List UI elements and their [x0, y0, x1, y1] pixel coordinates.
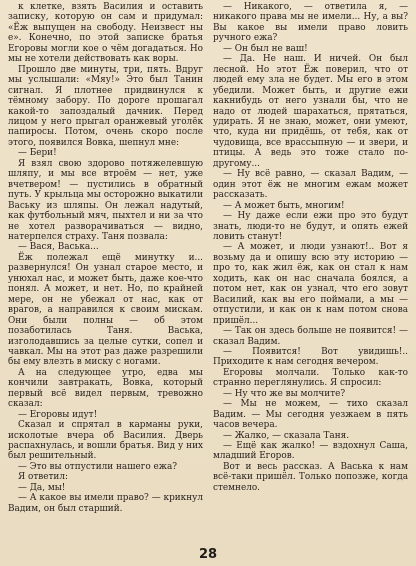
paragraph: Сказал и спрятал в карманы руки, исколотые вчера об Василия. Дверь распахнулась, и вошли братья. Вид у них был решительный.	[8, 420, 203, 462]
paragraph: Ёж полежал ещё минутку и... развернулся! Он узнал старое место, и унюхал нас, и может быть, даже кое-что понял. А может, и нет. Но, по крайней мере, он не убежал от нас, как от врагов, а направился к своим мискам. Они были полны — об этом позаботилась Таня. Васька, изголодавшись за целые сутки, сопел и чавкал. Мы на этот раз даже разрешили бы ему влезть в миску с ногами.	[8, 252, 203, 368]
paragraph: Я ответил:	[18, 472, 68, 483]
paragraph: — А какое вы имели право? — крикнул Вадим, он был старший.	[8, 493, 203, 514]
paragraph: — Никакого, — ответила я, — никакого права мы не имели... Ну, а вы? Вы какое вы имели право ловить ручного ежа?	[213, 2, 408, 44]
paragraph: — Бери!	[18, 148, 57, 159]
right-column	[213, 2, 408, 534]
paragraph: — Мы не можем, — тихо сказал Вадим. — Мы сегодня уезжаем в пять часов вечера.	[213, 399, 408, 431]
paragraph: — Ещё как жалко! — вздохнул Саша, младший Егоров.	[213, 441, 408, 462]
paragraph: Егоровы молчали. Только как-то странно переглянулись. Я спросил:	[213, 367, 408, 389]
paragraph: А на следующее утро, едва мы кончили завтракать, Вовка, который первый всё видел первым, тревожно сказал:	[8, 367, 203, 410]
paragraph: — Да. Не наш. И ничей. Он был лесной. Но этот Ёж поверил, что от людей ему зла не будет. Мы его в этом убедили. Может быть, и другие ежи какнибудь от него узнали бы, что не надо от людей шарахаться, прятаться, удирать. Я не знаю, может, они умеют, что, куда ни придёшь, от тебя, как от чудовища, все врассыпную — и звери, и птицы. А ведь это тоже стало по-другому...	[213, 54, 408, 169]
paragraph: — Егоровы идут!	[18, 409, 98, 420]
paragraph: — Жалко, — сказала Таня.	[223, 430, 350, 441]
paragraph: — Ну всё равно, — сказал Вадим, — один этот ёж не многим ежам может рассказать.	[213, 169, 408, 201]
paragraph: — Да, мы!	[18, 482, 66, 493]
paragraph: — А может, и люди узнают!.. Вот я возьму да и опишу всю эту историю — про то, как жил ёж, как он стал к нам ходить, как он нас сначала боялся, а потом нет, как он узнал, что его зовут Василий, как вы его поймали, а мы — отпустили, и как он к нам потом снова пришёл...	[213, 242, 408, 326]
page-number: 28	[198, 547, 218, 562]
paragraph: — Он был не ваш!	[223, 43, 308, 54]
paragraph: к клетке, взять Василия и оставить записку, которую он сам и придумал: «Ёж выпущен на свободу. Неизвест ны е». Конечно, по этой записке братья Егоровы могли кое о чём догадаться. Но мы не хотели действовать как воры.	[8, 2, 203, 65]
text-columns	[8, 2, 408, 534]
paragraph: Я взял свою здорово потяжелевшую шляпу, и мы все втроём — нет, уже вчетвером! — пустились в обратный путь. У крыльца мы осторожно выкатили Ваську из шляпы. Он лежал надутый, как футбольный мяч, пыхтел и ни за что не хотел разворачиваться — видно, натерпелся страху. Таня позвала:	[8, 158, 203, 242]
paragraph: Прошло две минуты, три, пять. Вдруг мы услышали: «Мяу!» Это был Танин сигнал. Я плотнее придвинулся к тёмному забору. По дороге прошагал какой-то запоздалый дачник. Перед лицом у него прыгал оранжевый уголёк папиросы. Потом, очень скоро после этого, появился Вовка, шепнул мне:	[8, 64, 203, 148]
paragraph: — А может быть, многим!	[223, 200, 345, 211]
paragraph: — Ну даже если ежи про это будут знать, люди-то не будут, и опять ежей ловить станут!	[213, 211, 408, 242]
paragraph: Вот и весь рассказ. А Васька к нам всё-таки пришёл. Только попозже, когда стемнело.	[213, 461, 408, 493]
paragraph: — Ну что же вы молчите?	[223, 388, 346, 399]
paragraph: — Вася, Васька...	[18, 242, 99, 253]
paragraph: — Появится! Вот увидишь!.. Приходите к нам сегодня вечером.	[213, 346, 408, 368]
paragraph: — Это вы отпустили нашего ежа?	[18, 461, 177, 472]
paragraph: — Так он здесь больше не появится! — сказал Вадим.	[213, 326, 408, 347]
left-column	[8, 2, 203, 534]
